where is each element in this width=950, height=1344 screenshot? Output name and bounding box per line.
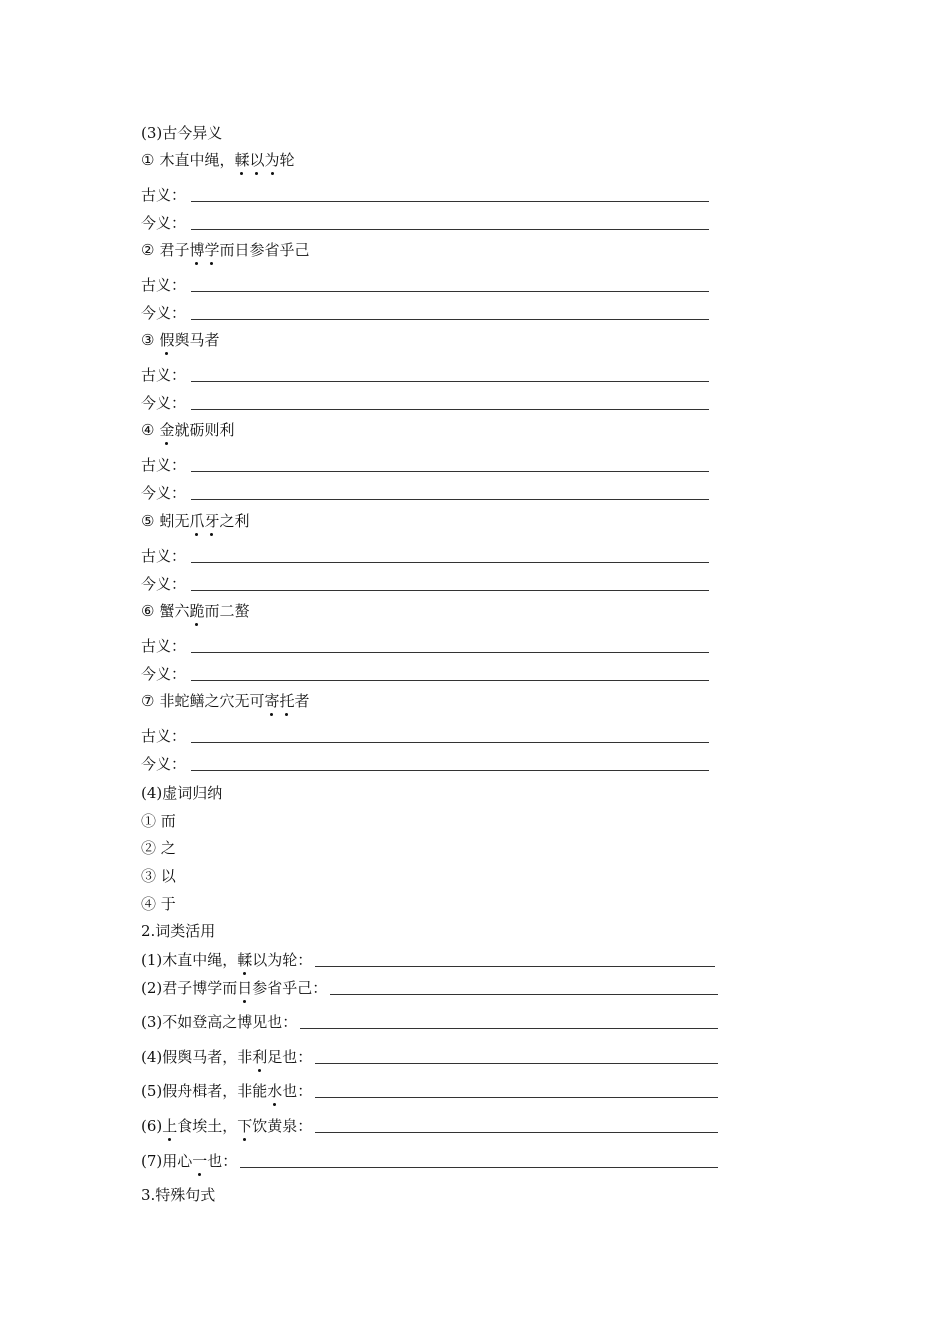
emphasized-char: 上	[162, 1117, 178, 1135]
xuci-item: ① 而	[141, 812, 176, 830]
sentence-text: 蚓无	[159, 512, 190, 530]
sentence-text: 饮黄泉：	[252, 1117, 313, 1135]
jin-meaning-blank[interactable]	[191, 590, 709, 591]
cilei-item	[141, 951, 312, 969]
gu-meaning-label: 古义：	[141, 186, 187, 204]
gu-meaning-blank[interactable]	[191, 381, 709, 382]
cilei-answer-blank[interactable]	[315, 1063, 718, 1064]
gu-meaning-blank[interactable]	[191, 562, 709, 563]
emphasized-char: 跪	[189, 602, 205, 620]
section-heading-gujin: (3)古今异义	[141, 124, 223, 142]
sentence-text: 足也：	[267, 1048, 313, 1066]
emphasized-char: 寄	[264, 692, 280, 710]
jin-meaning-label: 今义：	[141, 755, 187, 773]
jin-meaning-label: 今义：	[141, 665, 187, 683]
jin-meaning-blank[interactable]	[191, 680, 709, 681]
gu-meaning-label: 古义：	[141, 366, 187, 384]
sentence-text: 之利	[219, 512, 250, 530]
cilei-item	[141, 1082, 312, 1100]
gujin-item	[141, 241, 310, 259]
cilei-answer-blank[interactable]	[300, 1028, 718, 1029]
emphasized-char: 假	[159, 331, 175, 349]
sentence-text: 就砺则利	[174, 421, 235, 439]
emphasized-char: 托	[279, 692, 295, 710]
gu-meaning-blank[interactable]	[191, 652, 709, 653]
sentence-text: (6)	[141, 1117, 163, 1135]
emphasized-char: 牙	[204, 512, 220, 530]
cilei-item	[141, 1048, 312, 1066]
jin-meaning-blank[interactable]	[191, 409, 709, 410]
emphasized-char: 下	[237, 1117, 253, 1135]
sentence-text: (1)木直中绳，	[141, 951, 238, 969]
cilei-answer-blank[interactable]	[240, 1167, 718, 1168]
emphasized-char: 一	[192, 1152, 208, 1170]
sentence-text: 参省乎己：	[252, 979, 328, 997]
item-number: ⑥	[141, 602, 155, 620]
item-number: ③	[141, 331, 155, 349]
cilei-item	[141, 979, 327, 997]
section-heading-xuci: (4)虚词归纳	[141, 784, 223, 802]
sentence-text: (7)用心	[141, 1152, 193, 1170]
sentence-text: 君子	[159, 241, 190, 259]
sentence-text: 也：	[282, 1082, 313, 1100]
sentence-text: 蟹六	[159, 602, 190, 620]
sentence-text: 木直中绳，	[159, 151, 235, 169]
jin-meaning-label: 今义：	[141, 484, 187, 502]
gu-meaning-label: 古义：	[141, 637, 187, 655]
sentence-text: 以为轮：	[252, 951, 313, 969]
gujin-item	[141, 512, 250, 530]
sentence-text: (2)君子博学而	[141, 979, 238, 997]
sentence-text: 而日参省乎己	[219, 241, 310, 259]
cilei-answer-blank[interactable]	[315, 1132, 718, 1133]
emphasized-char: 为	[264, 151, 280, 169]
sentence-text: 轮	[279, 151, 295, 169]
gu-meaning-label: 古义：	[141, 276, 187, 294]
item-number: ⑦	[141, 692, 155, 710]
item-number: ①	[141, 151, 155, 169]
xuci-item: ④ 于	[141, 895, 176, 913]
emphasized-char: 金	[159, 421, 175, 439]
gu-meaning-label: 古义：	[141, 547, 187, 565]
cilei-item	[141, 1013, 297, 1031]
jin-meaning-blank[interactable]	[191, 499, 709, 500]
emphasized-char: 利	[252, 1048, 268, 1066]
sentence-text: 者	[294, 692, 310, 710]
jin-meaning-label: 今义：	[141, 304, 187, 322]
gujin-item	[141, 692, 310, 710]
emphasized-char: 以	[249, 151, 265, 169]
cilei-answer-blank[interactable]	[315, 966, 715, 967]
jin-meaning-label: 今义：	[141, 575, 187, 593]
jin-meaning-label: 今义：	[141, 394, 187, 412]
jin-meaning-blank[interactable]	[191, 770, 709, 771]
gujin-item	[141, 602, 250, 620]
gujin-item	[141, 151, 295, 169]
sentence-text: 非蛇鳝之穴无可	[159, 692, 265, 710]
gu-meaning-blank[interactable]	[191, 201, 709, 202]
sentence-text: (3)不如登高之博见也：	[141, 1013, 298, 1031]
emphasized-char: 爪	[189, 512, 205, 530]
xuci-item: ③ 以	[141, 867, 176, 885]
emphasized-char: 水	[267, 1082, 283, 1100]
item-number: ⑤	[141, 512, 155, 530]
gu-meaning-blank[interactable]	[191, 742, 709, 743]
item-number: ②	[141, 241, 155, 259]
emphasized-char: 学	[204, 241, 220, 259]
sentence-text: (5)假舟楫者，非能	[141, 1082, 268, 1100]
cilei-answer-blank[interactable]	[315, 1097, 718, 1098]
emphasized-char: 輮	[234, 151, 250, 169]
sentence-text: 而二螯	[204, 602, 250, 620]
emphasized-char: 博	[189, 241, 205, 259]
cilei-answer-blank[interactable]	[330, 994, 718, 995]
jin-meaning-label: 今义：	[141, 214, 187, 232]
jin-meaning-blank[interactable]	[191, 319, 709, 320]
gu-meaning-blank[interactable]	[191, 471, 709, 472]
section-heading-teshu: 3.特殊句式	[141, 1186, 216, 1204]
xuci-item: ② 之	[141, 839, 176, 857]
sentence-text: 食埃土，	[177, 1117, 238, 1135]
sentence-text: 也：	[207, 1152, 238, 1170]
gujin-item	[141, 421, 234, 439]
gu-meaning-label: 古义：	[141, 456, 187, 474]
emphasized-char: 日	[237, 979, 253, 997]
sentence-text: (4)假舆马者，非	[141, 1048, 253, 1066]
item-number: ④	[141, 421, 155, 439]
gu-meaning-label: 古义：	[141, 727, 187, 745]
sentence-text: 舆马者	[174, 331, 220, 349]
gujin-item	[141, 331, 219, 349]
gu-meaning-blank[interactable]	[191, 291, 709, 292]
section-heading-cilei: 2.词类活用	[141, 922, 216, 940]
cilei-item	[141, 1117, 312, 1135]
emphasized-char: 輮	[237, 951, 253, 969]
cilei-item	[141, 1152, 237, 1170]
jin-meaning-blank[interactable]	[191, 229, 709, 230]
